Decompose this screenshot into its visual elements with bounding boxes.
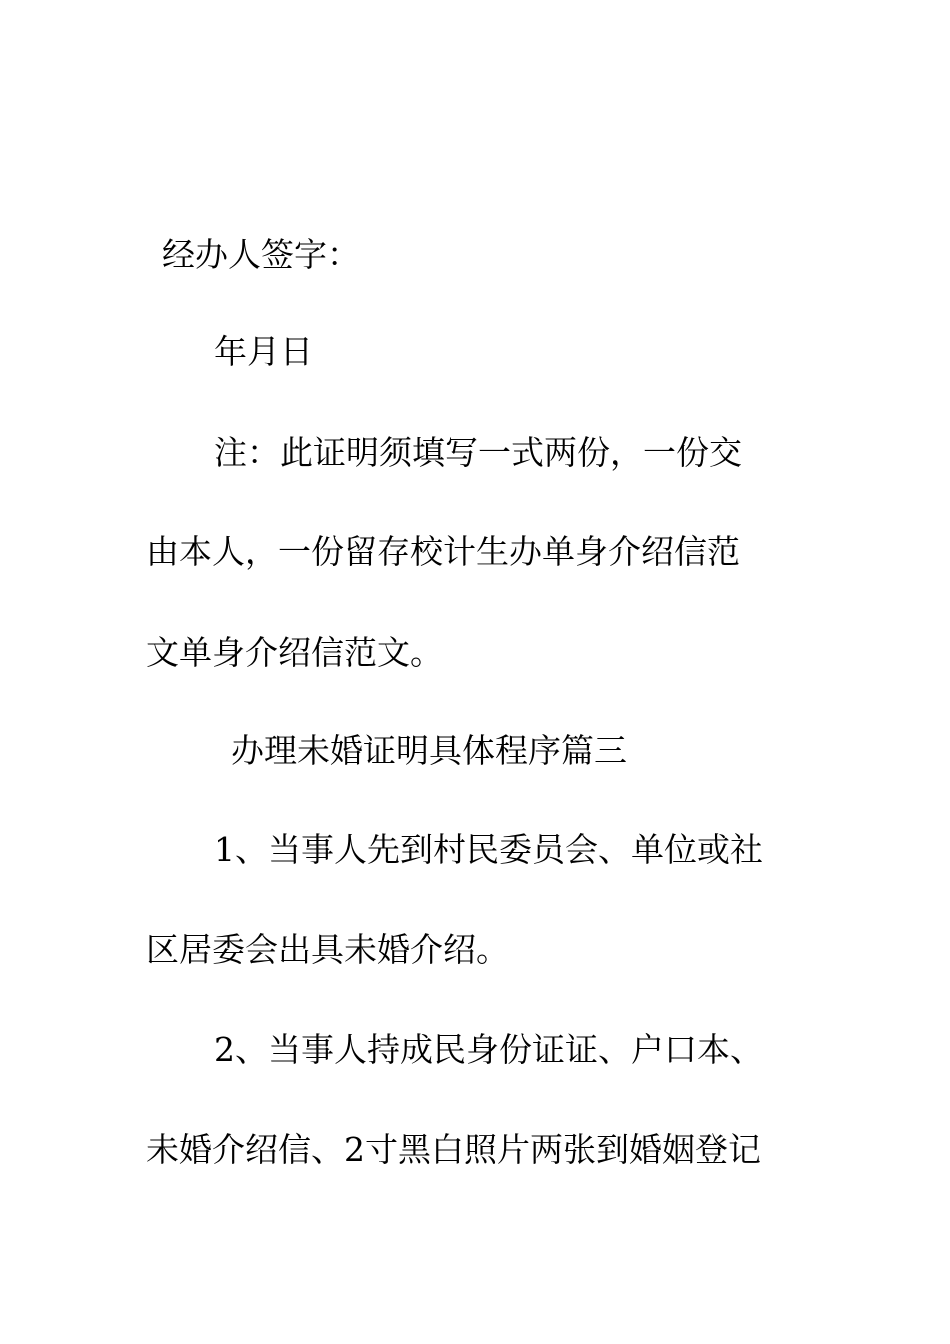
note-paragraph-line-3: 文单身介绍信范文。: [146, 633, 443, 672]
section-heading: 办理未婚证明具体程序篇三: [231, 731, 627, 770]
step-1-line-1: 1、当事人先到村民委员会、单位或社: [214, 830, 763, 869]
step-1-line-2: 区居委会出具未婚介绍。: [146, 930, 509, 969]
date-line: 年月日: [214, 332, 313, 371]
note-paragraph-line-1: 注：此证明须填写一式两份，一份交: [214, 433, 742, 472]
step-2-line-1: 2、当事人持成民身份证证、户口本、: [214, 1030, 763, 1069]
signature-label: 经办人签字：: [162, 235, 360, 274]
step-2-line-2: 未婚介绍信、2寸黑白照片两张到婚姻登记: [146, 1130, 761, 1169]
note-paragraph-line-2: 由本人，一份留存校计生办单身介绍信范: [146, 532, 740, 571]
